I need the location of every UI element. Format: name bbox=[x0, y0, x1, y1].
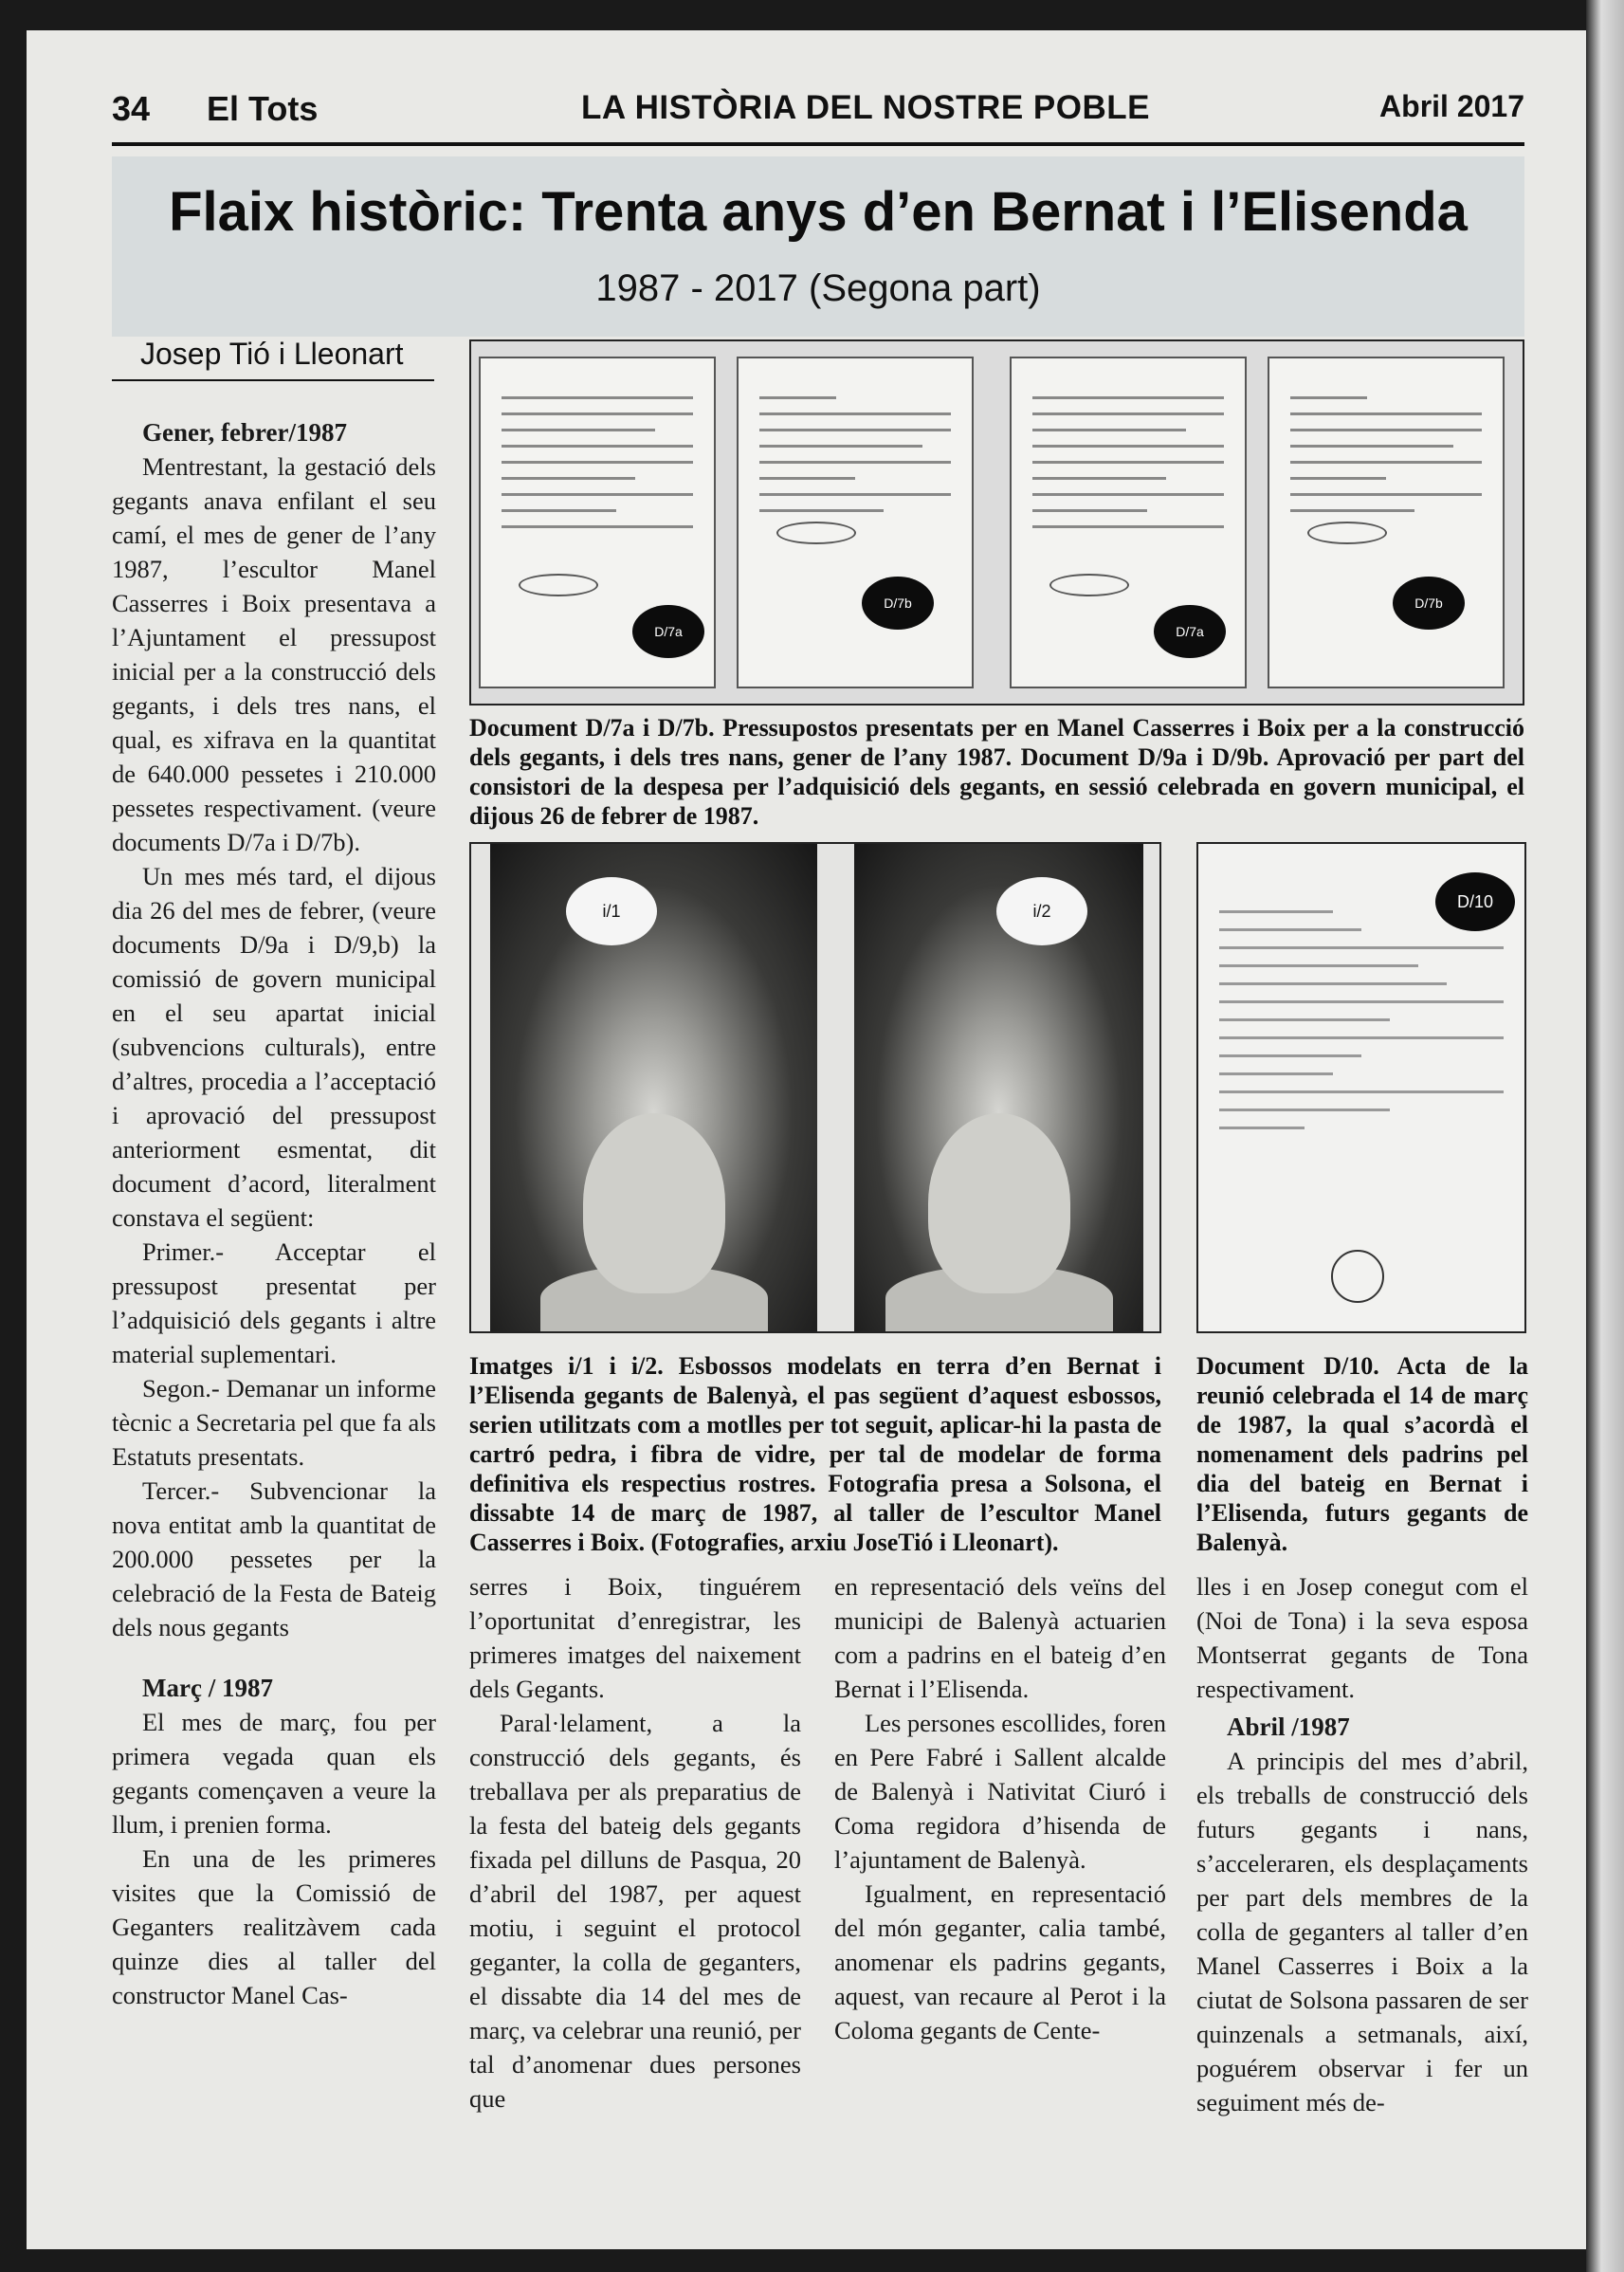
seal-icon bbox=[1331, 1250, 1384, 1303]
paragraph: Paral·lelament, a la construcció dels gegants, és treballava per als preparatius de la festa del bateig dels gegants fixada pel dilluns de Pasqua, 20 d’abril del 1987, per aquest motiu, i seguint el protocol geganter, la colla de geganters, el dissabte dia 14 del mes de març, va celebrar una reunió, per tal d’anomenar dues persones que bbox=[469, 1709, 801, 2113]
paragraph: serres i Boix, tinguérem l’oportunitat d’enregistrar, les primeres imatges del naixement dels Gegants. bbox=[469, 1572, 801, 1703]
running-header bbox=[112, 61, 1524, 146]
document-label: D/7b bbox=[862, 577, 934, 630]
paragraph: Primer.- Acceptar el pressupost presentat per l’adquisició dels gegants i altre material suplementari. bbox=[112, 1237, 436, 1368]
section-title: LA HISTÒRIA DEL NOSTRE POBLE bbox=[581, 89, 1150, 126]
acta-label: D/10 bbox=[1435, 872, 1515, 931]
photo-label: i/1 bbox=[566, 877, 657, 945]
document-sheet bbox=[1268, 357, 1505, 688]
header-rule bbox=[112, 142, 1524, 146]
document-sheet bbox=[737, 357, 974, 688]
section-heading: Gener, febrer/1987 bbox=[142, 418, 347, 447]
paragraph: Segon.- Demanar un informe tècnic a Secretaria pel que fa als Estatuts presentats. bbox=[112, 1374, 436, 1471]
paragraph: El mes de març, fou per primera vegada quan els gegants començaven a veure la llum, i prenien forma. bbox=[112, 1708, 436, 1839]
photos-figure bbox=[469, 842, 1161, 1333]
paragraph: Un mes més tard, el dijous dia 26 del mes de febrer, (veure documents D/9a i D/9,b) la comissió de govern municipal en el seu apartat inicial (subvencions culturals), entre d’altres, procedia a l’acceptació i aprovació del pressupost anteriorment esmentat, dit document d’acord, literalment constava el següent: bbox=[112, 862, 436, 1232]
body-column-1 bbox=[112, 415, 436, 2012]
acta-figure bbox=[1196, 842, 1526, 1333]
magazine-name: El Tots bbox=[207, 89, 319, 128]
photo-label: i/2 bbox=[996, 877, 1087, 945]
signature-mark bbox=[519, 574, 598, 596]
article-title: Flaix històric: Trenta anys d’en Bernat i l’Elisenda bbox=[169, 181, 1468, 243]
paragraph: en representació dels veïns del municipi de Balenyà actuarien com a padrins en el bateig d’en Bernat i l’Elisenda. bbox=[834, 1572, 1166, 1703]
paragraph: Igualment, en representació del món geganter, calia també, anomenar els padrins gegants, aquest, van recaure al Perot i la Coloma gegants de Cente- bbox=[834, 1879, 1166, 2044]
body-column-2 bbox=[469, 1569, 801, 2116]
acta-caption: Document D/10. Acta de la reunió celebrada el 14 de març de 1987, la qual s’acordà el nomenament dels padrins pel dia del bateig en Bernat i l’Elisenda, futurs gegants de Balenyà. bbox=[1196, 1352, 1528, 1556]
section-heading: Abril /1987 bbox=[1227, 1713, 1350, 1741]
signature-mark bbox=[1307, 522, 1387, 544]
documents-caption: Document D/7a i D/7b. Pressupostos presentats per en Manel Casserres i Boix per a la construcció dels gegants, i dels tres nans, gener de l’any 1987. Document D/9a i D/9b. Aprovació per part del consistori de la despesa per l’adquisició dels gegants, en sessió celebrada en govern municipal, el dijous 26 de febrer de 1987. bbox=[469, 714, 1524, 830]
author-byline: Josep Tió i Lleonart bbox=[112, 337, 434, 381]
document-label: D/7a bbox=[632, 605, 704, 658]
documents-figure bbox=[469, 339, 1524, 705]
paragraph: lles i en Josep conegut com el (Noi de Tona) i la seva esposa Montserrat gegants de Tona respectivament. bbox=[1196, 1572, 1528, 1703]
section-heading: Març / 1987 bbox=[142, 1674, 273, 1702]
photo-bust-elisenda bbox=[854, 844, 1143, 1331]
binding-edge bbox=[1586, 0, 1624, 2272]
document-sheet bbox=[479, 357, 716, 688]
photo-bust-bernat bbox=[490, 844, 817, 1331]
paragraph: A principis del mes d’abril, els treballs de construcció dels futurs gegants i nans, s’acceleraren, els desplaçaments per part dels membres de la colla de geganters al taller d’en Manel Casserres i Boix a la ciutat de Solsona passaren de ser quinzenals a setmanals, així, poguérem observar i fer un seguiment més de- bbox=[1196, 1747, 1528, 2116]
body-column-4 bbox=[1196, 1569, 1528, 2119]
article-subtitle: 1987 - 2017 (Segona part) bbox=[595, 267, 1041, 309]
paragraph: En una de les primeres visites que la Comissió de Geganters realitzàvem cada quinze dies al taller del constructor Manel Cas- bbox=[112, 1844, 436, 2009]
document-label: D/7a bbox=[1154, 605, 1226, 658]
paragraph: Mentrestant, la gestació dels gegants anava enfilant el seu camí, el mes de gener de l’any 1987, l’escultor Manel Casserres i Boix presentava a l’Ajuntament el pressupost inicial per a la construcció dels gegants, i dels tres nans, el qual, es xifrava en la quantitat de 640.000 pessetes i 210.000 pessetes respectivament. (veure documents D/7a i D/7b). bbox=[112, 452, 436, 856]
signature-mark bbox=[1049, 574, 1129, 596]
body-column-3 bbox=[834, 1569, 1166, 2047]
paragraph: Les persones escollides, foren en Pere Fabré i Sallent alcalde de Balenyà i Nativitat Ciuró i Coma regidora d’hisenda de l’ajuntament de Balenyà. bbox=[834, 1709, 1166, 1874]
issue-date: Abril 2017 bbox=[1379, 89, 1524, 123]
signature-mark bbox=[776, 522, 856, 544]
page-number: 34 bbox=[112, 89, 151, 128]
paragraph: Tercer.- Subvencionar la nova entitat amb la quantitat de 200.000 pessetes per la celebració de la Festa de Bateig dels nous gegants bbox=[112, 1476, 436, 1641]
document-sheet bbox=[1010, 357, 1247, 688]
document-label: D/7b bbox=[1393, 577, 1465, 630]
photos-caption: Imatges i/1 i i/2. Esbossos modelats en terra d’en Bernat i l’Elisenda gegants de Balenyà, el pas següent d’aquest esbossos, serien utilitzats com a motlles per tot seguit, aplicar-hi la pasta de cartró pedra, i fibra de vidre, per tal de modelar de forma definitiva els respectius rostres. Fotografia presa a Solsona, el dissabte 14 de març de 1987, al taller de l’escultor Manel Casserres i Boix. (Fotografies, arxiu JoseTió i Lleonart). bbox=[469, 1352, 1161, 1556]
